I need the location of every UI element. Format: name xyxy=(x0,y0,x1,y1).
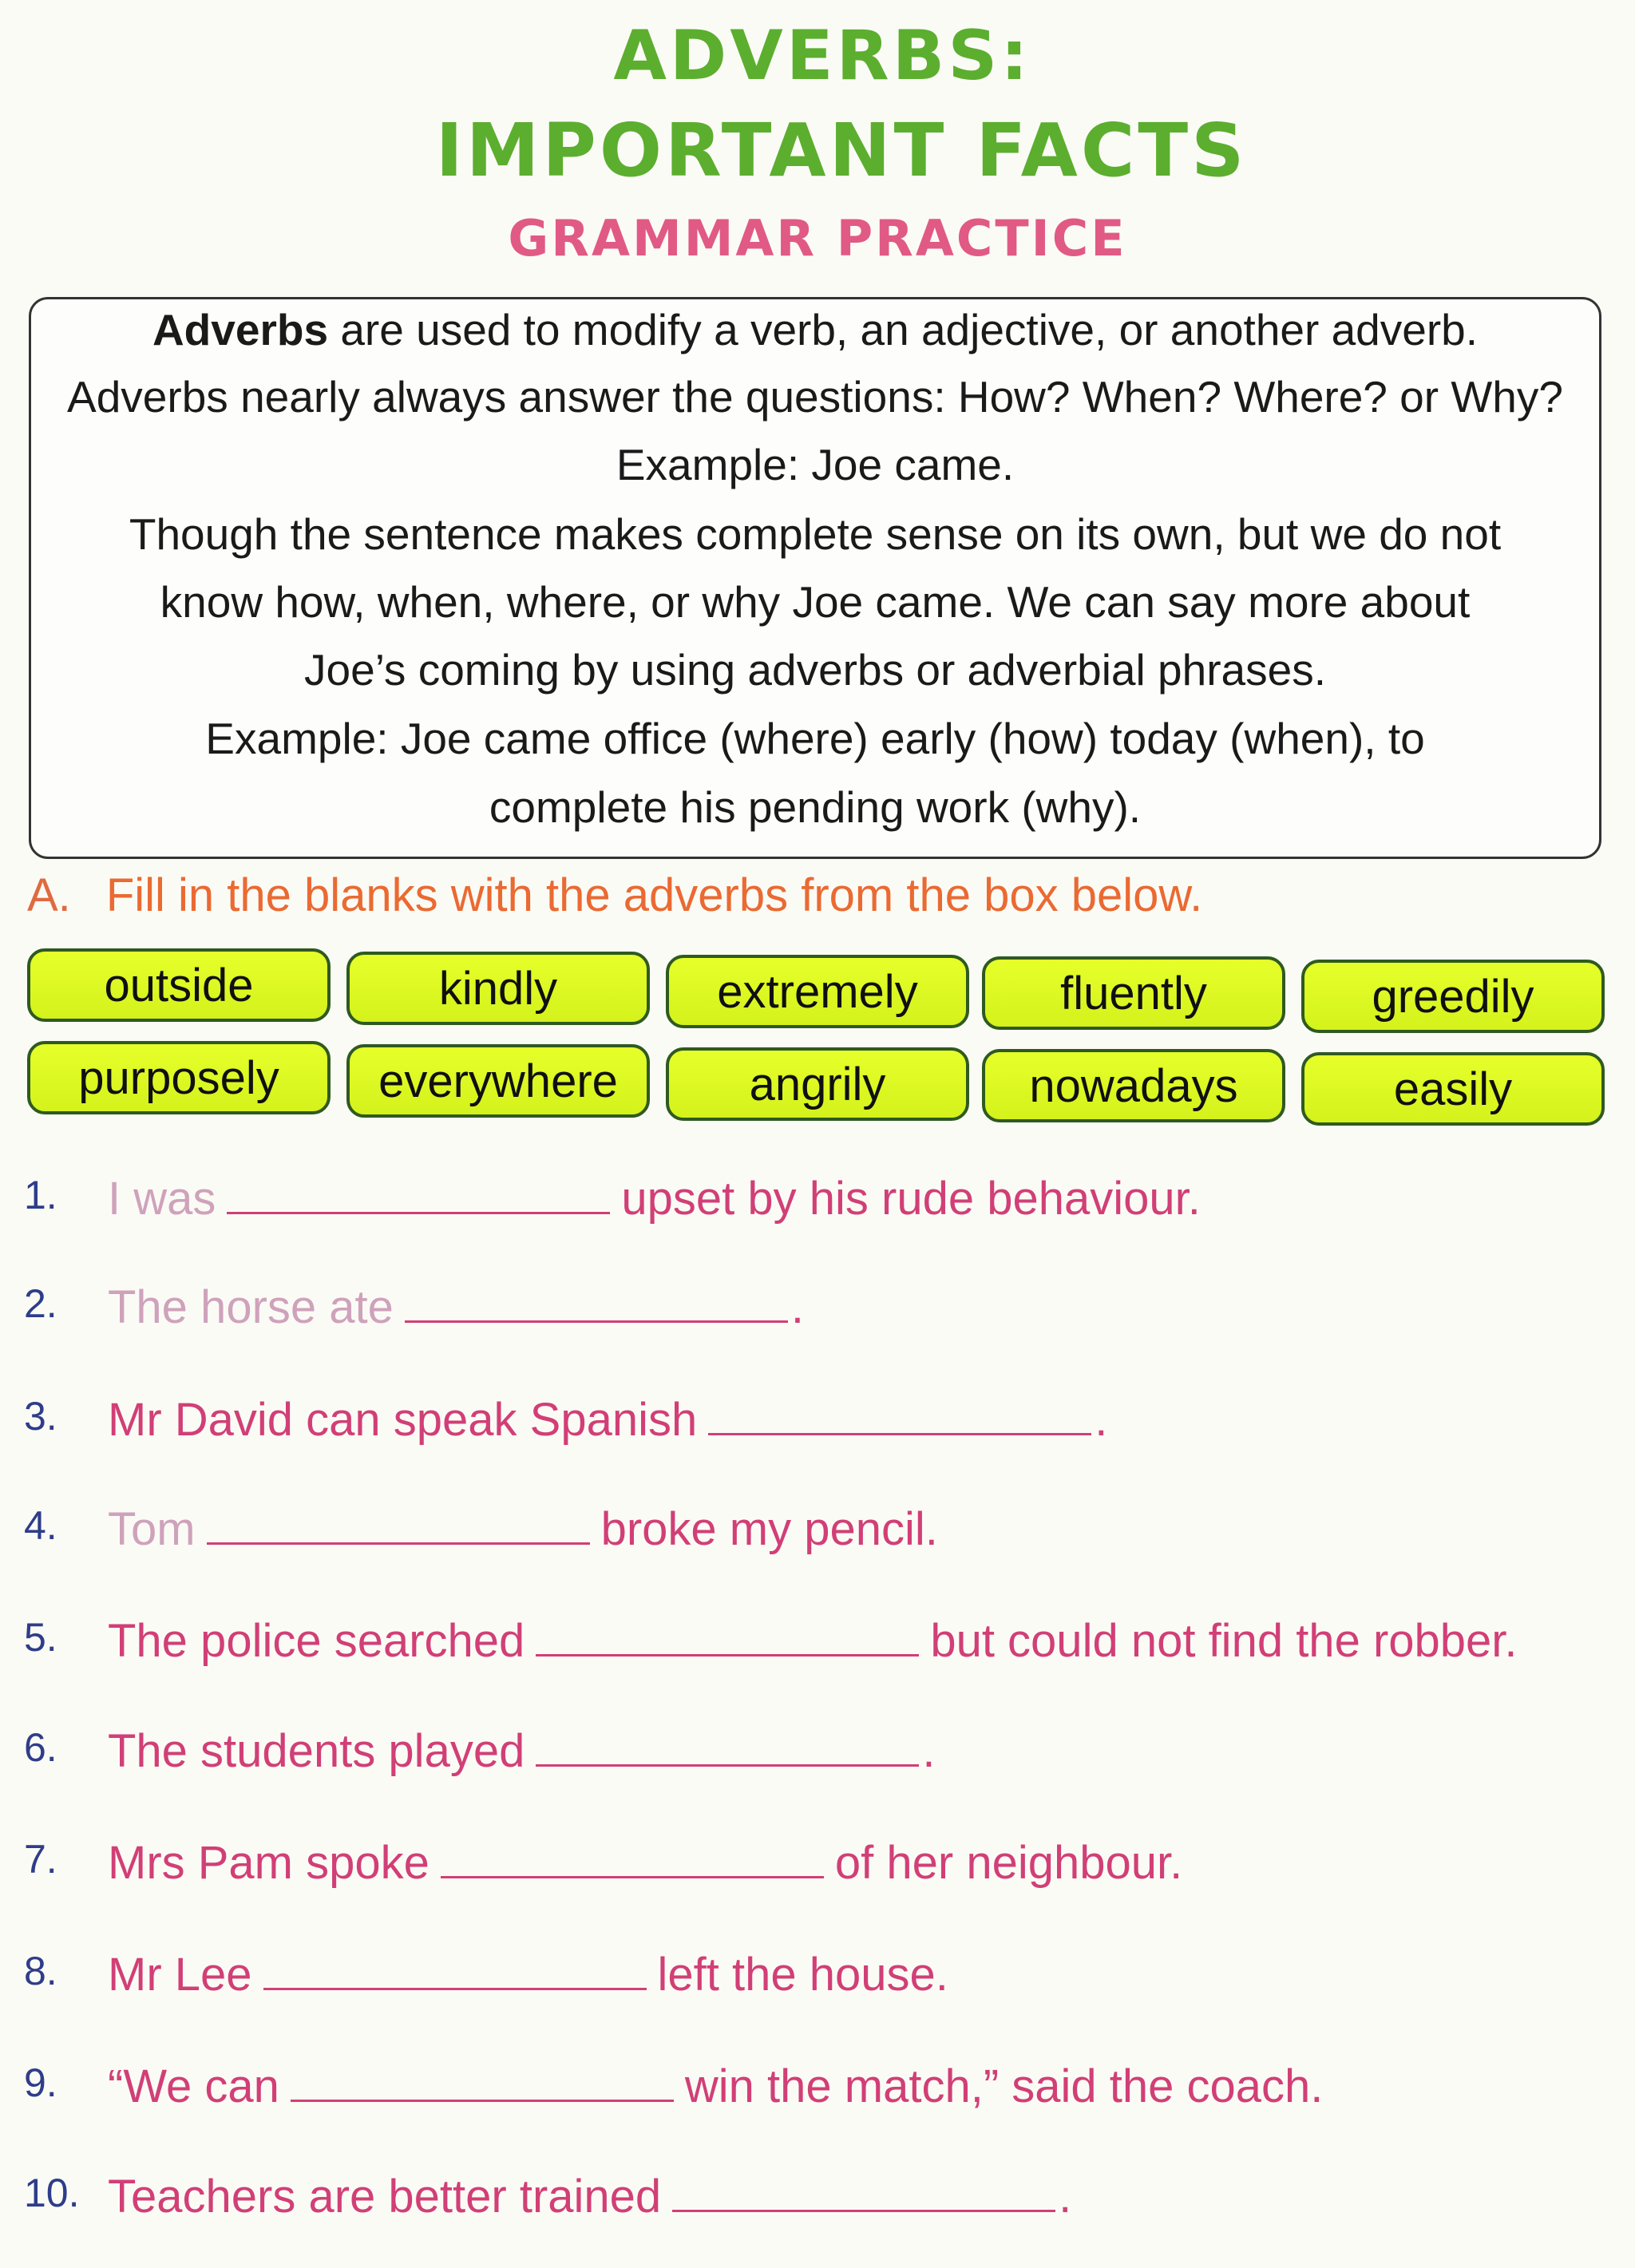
question-after: win the match,” said the coach. xyxy=(684,2060,1324,2112)
question-before: Teachers are better trained xyxy=(108,2171,662,2222)
info-line-4: Though the sentence makes complete sense on its own, but we do not xyxy=(129,509,1502,559)
info-line-7: Example: Joe came office (where) early (how) today (when), to xyxy=(205,714,1425,763)
question-number: 10. xyxy=(24,2171,80,2215)
question-after: . xyxy=(790,1281,805,1333)
question-after: broke my pencil. xyxy=(600,1503,938,1555)
question-number: 4. xyxy=(24,1503,57,1548)
answer-blank[interactable] xyxy=(405,1317,788,1323)
word-chip: fluently xyxy=(982,956,1285,1030)
section-letter: A. xyxy=(27,869,71,921)
question-number: 9. xyxy=(24,2060,57,2105)
section-instruction: Fill in the blanks with the adverbs from the box below. xyxy=(105,869,1203,921)
question-before: The horse ate xyxy=(108,1281,394,1333)
info-line-6: Joe’s coming by using adverbs or adverbial phrases. xyxy=(304,645,1326,695)
word-chip: easily xyxy=(1301,1052,1605,1126)
question-number: 8. xyxy=(24,1949,57,1993)
info-line-1 xyxy=(31,304,1599,355)
word-chip: outside xyxy=(27,948,331,1022)
word-chip: angrily xyxy=(666,1047,969,1121)
question-number: 7. xyxy=(24,1837,57,1882)
info-line-2: Adverbs nearly always answer the questions: How? When? Where? or Why? xyxy=(67,372,1563,422)
question-before: I was xyxy=(108,1173,216,1225)
question-text xyxy=(108,1614,1518,1668)
question-after: of her neighbour. xyxy=(834,1837,1183,1889)
info-line-3: Example: Joe came. xyxy=(616,440,1015,489)
info-box xyxy=(29,297,1601,859)
word-chip: kindly xyxy=(346,952,650,1025)
question-number: 5. xyxy=(24,1615,57,1660)
question-number: 2. xyxy=(24,1281,57,1326)
question-before: Mr Lee xyxy=(108,1949,252,2001)
question-before: Mrs Pam spoke xyxy=(108,1837,430,1889)
question-number: 1. xyxy=(24,1173,57,1217)
question-text xyxy=(108,1393,1107,1447)
answer-blank[interactable] xyxy=(672,2207,1055,2212)
section-a-heading xyxy=(27,869,1202,922)
word-chip: everywhere xyxy=(346,1044,650,1118)
word-chip: extremely xyxy=(666,955,969,1028)
question-after: . xyxy=(1095,1394,1108,1446)
question-number: 6. xyxy=(24,1725,57,1770)
question-before: Tom xyxy=(108,1503,196,1555)
answer-blank[interactable] xyxy=(536,1651,919,1656)
question-before: The students played xyxy=(108,1725,525,1777)
info-line-8: complete his pending work (why). xyxy=(489,782,1142,832)
page-title-line-1: ADVERBS: xyxy=(613,16,1031,96)
question-text xyxy=(108,2060,1323,2113)
answer-blank[interactable] xyxy=(227,1209,610,1214)
question-after: but could not find the robber. xyxy=(930,1615,1518,1667)
question-text xyxy=(108,1280,804,1334)
question-after: . xyxy=(1059,2171,1072,2222)
question-after: upset by his rude behaviour. xyxy=(621,1173,1201,1225)
answer-blank[interactable] xyxy=(536,1761,919,1767)
answer-blank[interactable] xyxy=(263,1985,647,1990)
question-text xyxy=(108,1948,948,2001)
page-subtitle: GRAMMAR PRACTICE xyxy=(508,209,1127,267)
question-before: The police searched xyxy=(108,1615,525,1667)
answer-blank[interactable] xyxy=(291,2096,674,2102)
info-line-1-rest: are used to modify a verb, an adjective, or another adverb. xyxy=(328,305,1479,354)
question-text xyxy=(108,1502,938,1556)
answer-blank[interactable] xyxy=(441,1873,824,1878)
question-after: left the house. xyxy=(657,1949,948,2001)
info-line-1-bold: Adverbs xyxy=(152,305,329,354)
question-before: “We can xyxy=(108,2060,279,2112)
question-text xyxy=(108,1724,935,1778)
page-title-line-2: IMPORTANT FACTS xyxy=(435,108,1248,193)
question-number: 3. xyxy=(24,1394,57,1439)
info-line-5: know how, when, where, or why Joe came. We can say more about xyxy=(160,577,1471,627)
question-after: . xyxy=(922,1725,936,1777)
answer-blank[interactable] xyxy=(207,1539,590,1545)
question-text xyxy=(108,1172,1201,1225)
word-chip: greedily xyxy=(1301,960,1605,1033)
question-text xyxy=(108,2170,1071,2223)
question-text xyxy=(108,1836,1182,1890)
question-before: Mr David can speak Spanish xyxy=(108,1394,698,1446)
answer-blank[interactable] xyxy=(708,1430,1091,1435)
word-chip: nowadays xyxy=(982,1049,1285,1122)
word-chip: purposely xyxy=(27,1041,331,1114)
